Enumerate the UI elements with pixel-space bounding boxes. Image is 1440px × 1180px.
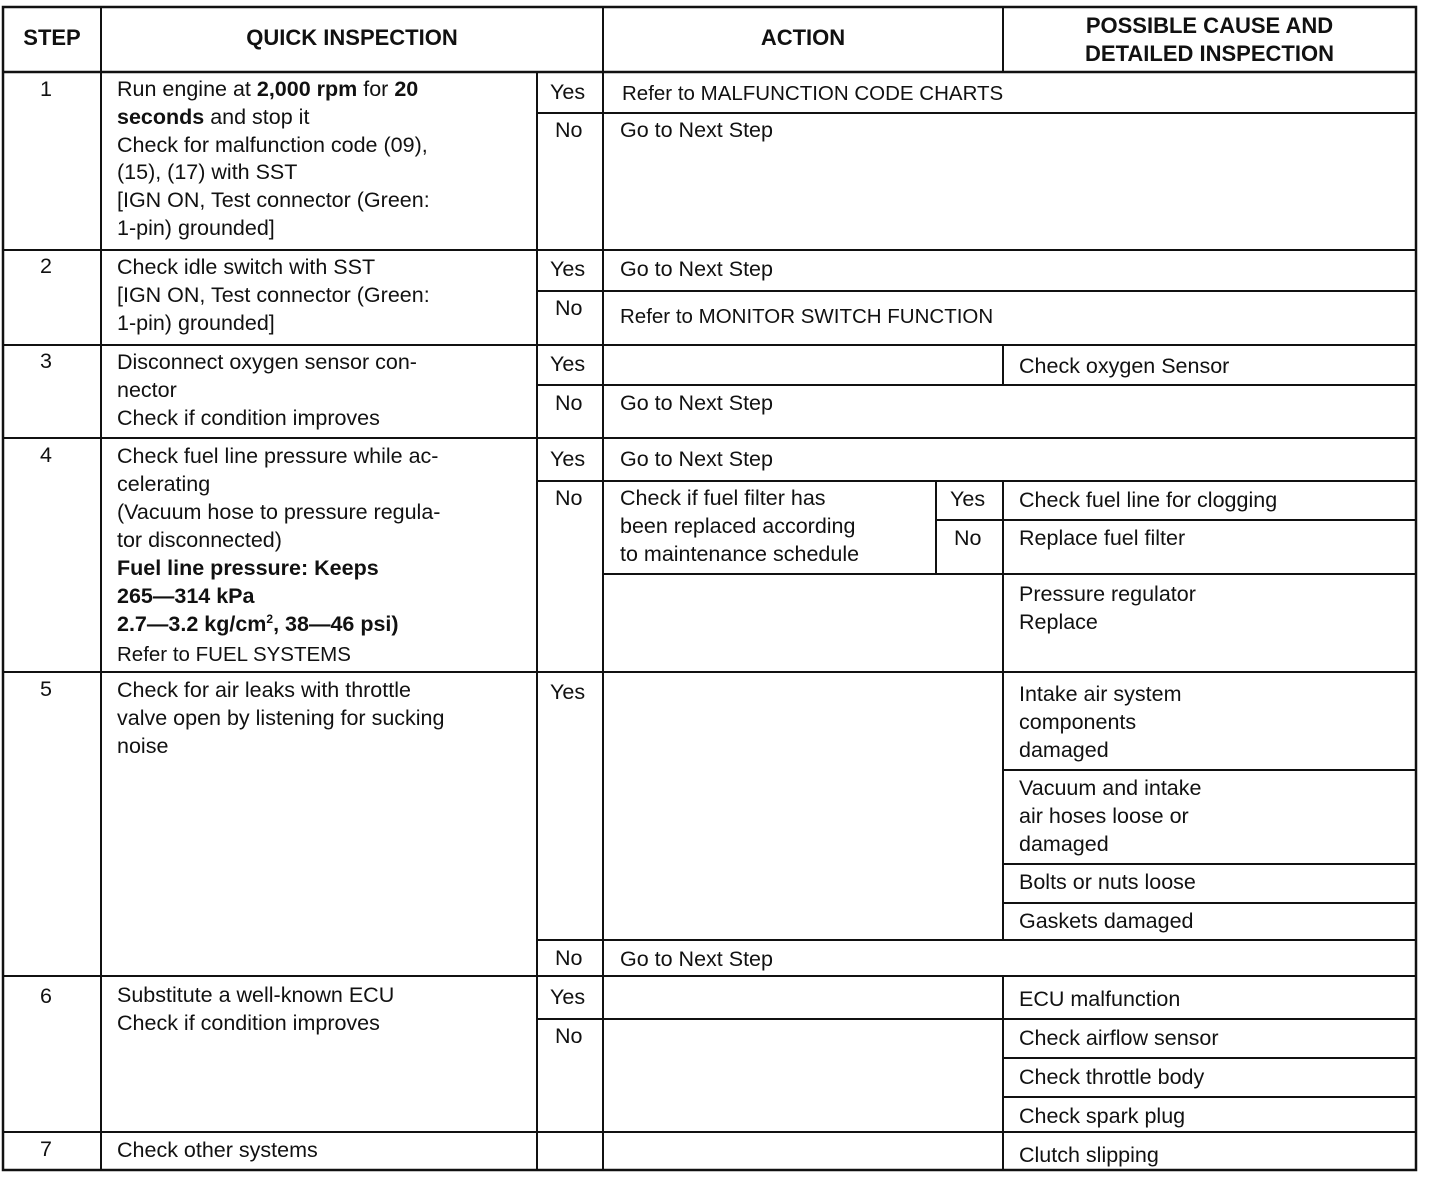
inspection-line: Disconnect oxygen sensor con- (117, 350, 417, 374)
cause-text: ECU malfunction (1019, 987, 1181, 1011)
step-number: 4 (40, 443, 52, 467)
cause-text: Replace (1019, 610, 1098, 634)
cause-text: Check spark plug (1019, 1104, 1186, 1128)
inspection-line: celerating (117, 472, 211, 496)
step-number: 1 (40, 77, 52, 101)
inspection-line: Check for air leaks with throttle (117, 678, 411, 702)
action-text: Refer to MONITOR SWITCH FUNCTION (620, 305, 994, 328)
sub-question: Check if fuel filter has (620, 486, 826, 510)
action-text: Refer to MALFUNCTION CODE CHARTS (622, 82, 1004, 105)
inspection-line: Check if condition improves (117, 1011, 380, 1035)
cause-text: Bolts or nuts loose (1019, 870, 1196, 894)
cause-text: Replace fuel filter (1019, 526, 1186, 550)
header-step: STEP (23, 25, 81, 50)
cause-text: Vacuum and intake (1019, 776, 1202, 800)
inspection-line: tor disconnected) (117, 528, 282, 552)
cause-text: Gaskets damaged (1019, 909, 1194, 933)
cause-text: air hoses loose or (1019, 804, 1189, 828)
inspection-line: Check for malfunction code (09), (117, 133, 428, 157)
action-text: Go to Next Step (620, 391, 773, 415)
inspection-line: noise (117, 734, 169, 758)
cause-text: Check oxygen Sensor (1019, 354, 1230, 378)
yes-label: Yes (550, 257, 586, 281)
cause-text: damaged (1019, 832, 1109, 856)
step-number: 7 (40, 1137, 52, 1161)
header-quick-inspection: QUICK INSPECTION (246, 25, 458, 50)
yes-label: Yes (550, 352, 586, 376)
action-text: Go to Next Step (620, 257, 773, 281)
inspection-line: Check other systems (117, 1138, 318, 1162)
step-number: 2 (40, 254, 52, 278)
inspection-line: nector (117, 378, 177, 402)
inspection-line: [IGN ON, Test connector (Green: (117, 283, 430, 307)
action-text: Go to Next Step (620, 118, 773, 142)
inspection-line: [IGN ON, Test connector (Green: (117, 188, 430, 212)
inspection-line: Fuel line pressure: Keeps (117, 556, 379, 580)
cause-text: Intake air system (1019, 682, 1182, 706)
cause-text: Check fuel line for clogging (1019, 488, 1278, 512)
yes-label: Yes (550, 447, 586, 471)
no-label: No (555, 391, 583, 415)
sub-question: to maintenance schedule (620, 542, 860, 566)
inspection-line: Check if condition improves (117, 406, 380, 430)
inspection-line: (15), (17) with SST (117, 160, 298, 184)
inspection-line: Refer to FUEL SYSTEMS (117, 643, 351, 666)
sub-yes-label: Yes (950, 487, 986, 511)
sub-no-label: No (954, 526, 982, 550)
inspection-line: Check fuel line pressure while ac- (117, 444, 439, 468)
cause-text: damaged (1019, 738, 1109, 762)
no-label: No (555, 118, 583, 142)
step-number: 3 (40, 349, 52, 373)
inspection-line: valve open by listening for sucking (117, 706, 445, 730)
yes-label: Yes (550, 680, 586, 704)
inspection-line: Substitute a well-known ECU (117, 983, 395, 1007)
no-label: No (555, 1024, 583, 1048)
cause-text: Check airflow sensor (1019, 1026, 1219, 1050)
step-number: 6 (40, 984, 52, 1008)
no-label: No (555, 486, 583, 510)
inspection-line: (Vacuum hose to pressure regula- (117, 500, 441, 524)
inspection-line: Run engine at 2,000 rpm for 20 (117, 77, 419, 101)
action-text: Go to Next Step (620, 447, 773, 471)
inspection-line: 265—314 kPa (117, 584, 255, 608)
sub-question: been replaced according (620, 514, 856, 538)
no-label: No (555, 296, 583, 320)
inspection-line: 2.7—3.2 $kg/cm^2$, 38—46 psi) (117, 611, 399, 636)
cause-text: Check throttle body (1019, 1065, 1205, 1089)
action-text: Go to Next Step (620, 947, 773, 971)
header-possible-cause: POSSIBLE CAUSE AND DETAILED INSPECTION (1085, 13, 1334, 66)
inspection-line: Check idle switch with SST (117, 255, 376, 279)
yes-label: Yes (550, 985, 586, 1009)
step-number: 5 (40, 677, 52, 701)
no-label: No (555, 946, 583, 970)
inspection-line: 1-pin) grounded] (117, 216, 275, 240)
cause-text: components (1019, 710, 1137, 734)
cause-text: Clutch slipping (1019, 1143, 1159, 1167)
header-action: ACTION (760, 25, 846, 50)
cause-text: Pressure regulator (1019, 582, 1196, 606)
yes-label: Yes (550, 80, 586, 104)
inspection-line: 1-pin) grounded] (117, 311, 275, 335)
inspection-line: seconds and stop it (117, 105, 310, 129)
